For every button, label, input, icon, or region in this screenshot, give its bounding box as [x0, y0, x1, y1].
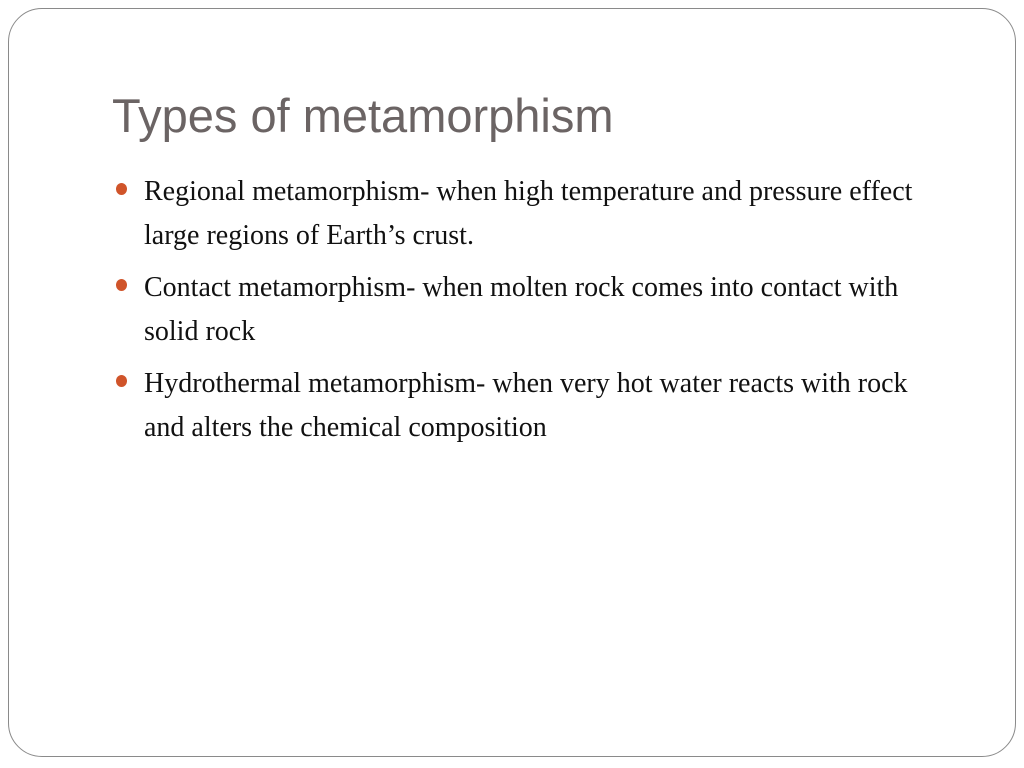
bullet-text: Contact metamorphism- when molten rock comes into contact with solid rock — [144, 272, 899, 347]
bullet-list — [116, 170, 936, 458]
bullet-text: Hydrothermal metamorphism- when very hot water reacts with rock and alters the chemical composition — [144, 368, 908, 443]
bullet-dot-icon — [116, 183, 127, 195]
bullet-dot-icon — [116, 375, 127, 387]
bullet-item-regional — [116, 170, 936, 258]
bullet-text: Regional metamorphism- when high temperature and pressure effect large regions of Earth’s crust. — [144, 176, 913, 251]
slide-title: Types of metamorphism — [112, 89, 614, 142]
bullet-item-hydrothermal — [116, 362, 936, 450]
bullet-dot-icon — [116, 279, 127, 291]
bullet-item-contact — [116, 266, 936, 354]
